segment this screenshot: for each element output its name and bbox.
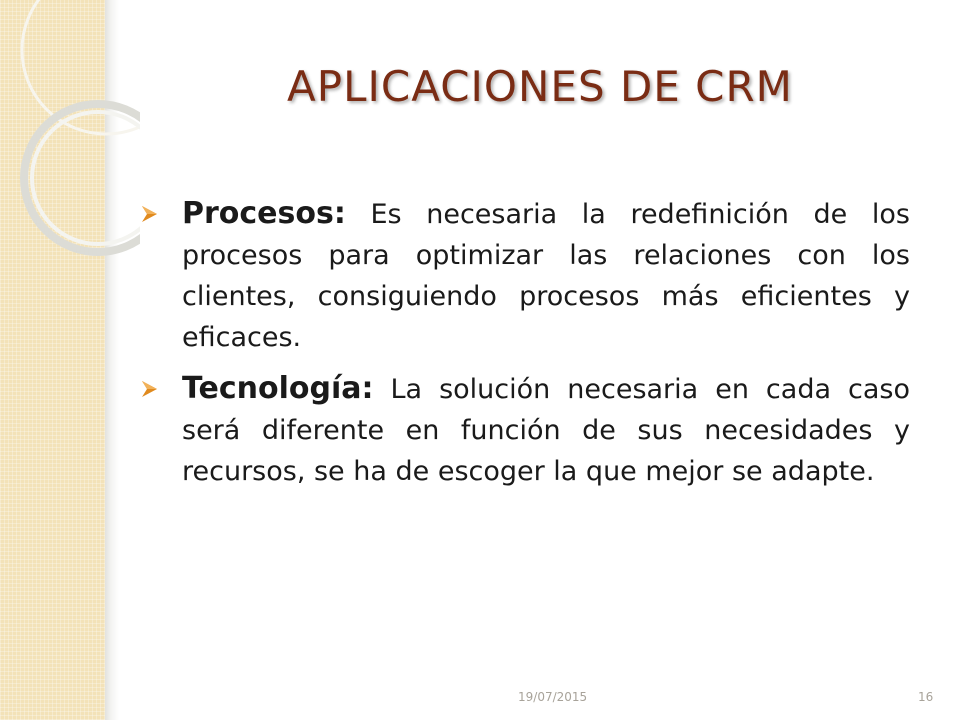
- bullet-item-procesos: [140, 193, 910, 358]
- decorative-rings: [0, 0, 140, 260]
- footer-page-number: 16: [918, 690, 934, 704]
- arrowhead-bullet-icon: [140, 205, 158, 223]
- bullet-text: La solución necesaria en cada caso será diferente en función de sus necesidades y recursos, se ha de escoger la que mejor se adapte.: [182, 374, 910, 487]
- arrowhead-bullet-icon: [140, 380, 158, 398]
- bullet-term: Procesos:: [182, 196, 346, 231]
- bullet-text: Es necesaria la redefinición de los procesos para optimizar las relaciones con los clientes, consiguiendo procesos más eficientes y eficaces.: [182, 199, 910, 353]
- bullet-list: [140, 193, 910, 502]
- bullet-item-tecnologia: [140, 368, 910, 492]
- bullet-term: Tecnología:: [182, 371, 374, 406]
- footer-date: 19/07/2015: [518, 690, 588, 704]
- slide-title: APLICACIONES DE CRM: [287, 62, 793, 111]
